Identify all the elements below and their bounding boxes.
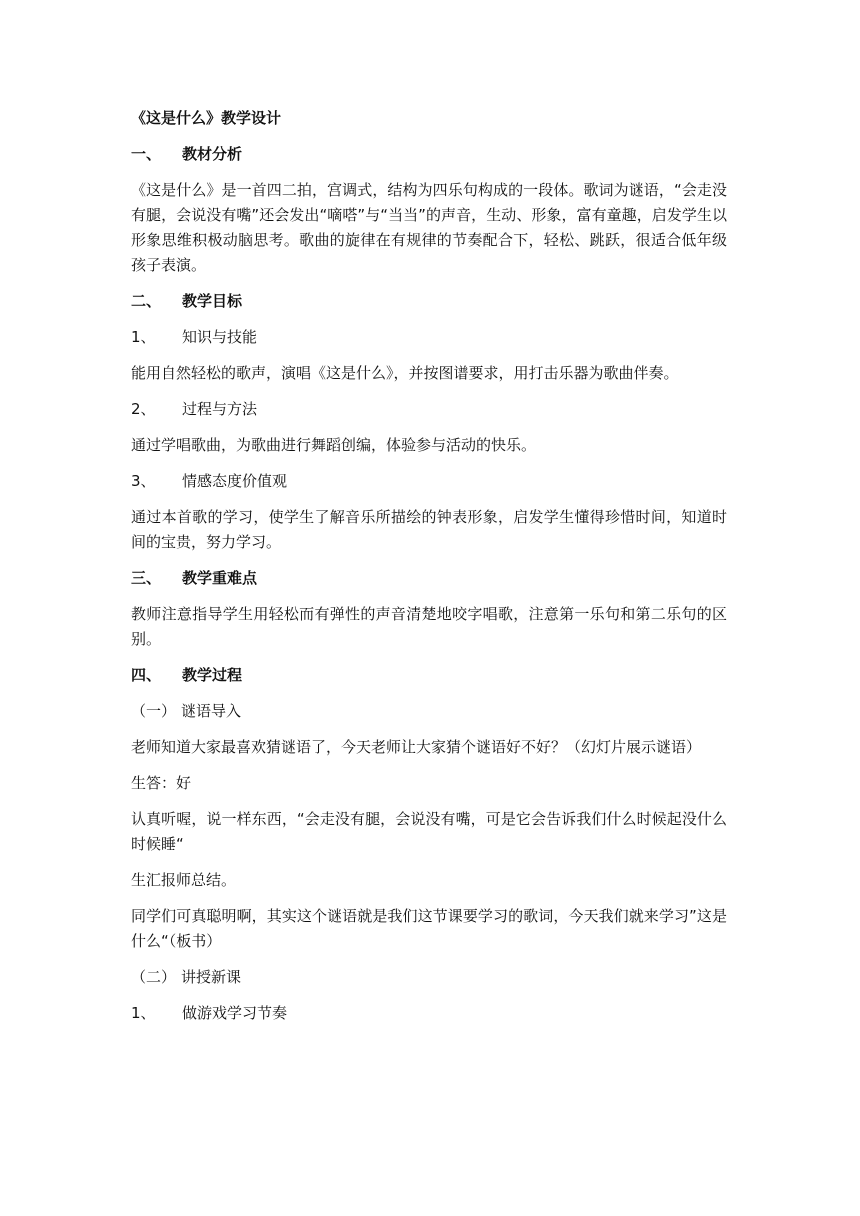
document-title: 《这是什么》教学设计 (131, 109, 282, 127)
item-number: 1、 (131, 328, 156, 346)
item-label: 情感态度价值观 (182, 472, 288, 490)
section-heading-3 (131, 566, 727, 591)
paragraph-goal-2: 通过学唱歌曲，为歌曲进行舞蹈创编，体验参与活动的快乐。 (131, 436, 537, 454)
step-label: 谜语导入 (181, 702, 242, 720)
item-number: 3、 (131, 472, 156, 490)
section-heading-1 (131, 142, 727, 167)
subheading-goal-3 (131, 469, 727, 494)
paragraph-question-1: 老师知道大家最喜欢猜谜语了，今天老师让大家猜个谜语好不好？（幻灯片展示谜语） (131, 738, 702, 756)
item-label: 知识与技能 (182, 328, 258, 346)
paragraph-answer-2: 生汇报师总结。 (131, 871, 237, 889)
section-heading-4 (131, 663, 727, 688)
paragraph-question-2: 认真听喔，说一样东西，“会走没有腿，会说没有嘴，可是它会告诉我们什么时候起没什么时候睡“ (131, 810, 727, 853)
step-label: 讲授新课 (181, 968, 242, 986)
section-label: 教材分析 (182, 145, 243, 163)
item-label: 过程与方法 (182, 400, 258, 418)
substep-heading-1 (131, 1001, 727, 1026)
paragraph-goal-3: 通过本首歌的学习，使学生了解音乐所描绘的钟表形象，启发学生懂得珍惜时间，知道时间的宝贵，努力学习。 (131, 508, 727, 551)
section-label: 教学过程 (182, 666, 243, 684)
section-heading-2 (131, 289, 727, 314)
item-number: 1、 (131, 1004, 156, 1022)
paragraph-answer-1: 生答：好 (131, 774, 192, 792)
paragraph-analysis: 《这是什么》是一首四二拍，宫调式，结构为四乐句构成的一段体。歌词为谜语，“会走没有腿，会说没有嘴”还会发出“嘀嗒”与“当当”的声音，生动、形象，富有童趣，启发学生以形象思维积极动脑思考。歌曲的旋律在有规律的节奏配合下，轻松、跳跃，很适合低年级孩子表演。 (131, 181, 727, 274)
document-page (131, 106, 727, 1037)
paragraph-question-3: 同学们可真聪明啊，其实这个谜语就是我们这节课要学习的歌词，今天我们就来学习”这是什么“（板书） (131, 907, 727, 950)
section-label: 教学重难点 (182, 569, 258, 587)
section-number: 二、 (131, 292, 162, 310)
step-number: （二） (131, 968, 177, 986)
subheading-goal-1 (131, 325, 727, 350)
item-label: 做游戏学习节奏 (182, 1004, 288, 1022)
paragraph-difficulties: 教师注意指导学生用轻松而有弹性的声音清楚地咬字唱歌，注意第一乐句和第二乐句的区别。 (131, 605, 727, 648)
step-heading-1 (131, 699, 727, 724)
section-label: 教学目标 (182, 292, 243, 310)
paragraph-goal-1: 能用自然轻松的歌声，演唱《这是什么》，并按图谱要求，用打击乐器为歌曲伴奏。 (131, 364, 679, 382)
subheading-goal-2 (131, 397, 727, 422)
step-number: （一） (131, 702, 177, 720)
section-number: 三、 (131, 569, 162, 587)
step-heading-2 (131, 965, 727, 990)
item-number: 2、 (131, 400, 156, 418)
section-number: 四、 (131, 666, 162, 684)
section-number: 一、 (131, 145, 162, 163)
